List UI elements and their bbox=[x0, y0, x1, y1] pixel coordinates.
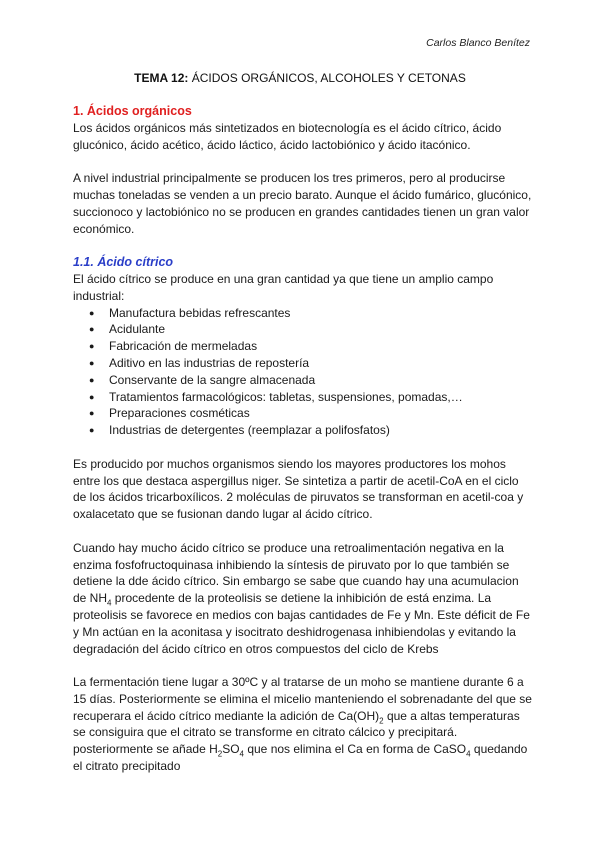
list-item: ● Acidulante bbox=[89, 322, 166, 337]
list-item: ● Aditivo en las industrias de repostería bbox=[89, 355, 310, 370]
section-heading-acidos-organicos: 1. Ácidos orgánicos bbox=[73, 104, 192, 118]
list-item: ● Manufactura bebidas refrescantes bbox=[89, 305, 291, 320]
list-item: ● Industrias de detergentes (reemplazar a polifosfatos) bbox=[89, 423, 390, 438]
list-item: ● Conservante de la sangre almacenada bbox=[89, 372, 316, 387]
subsection-heading-acido-citrico: 1.1. Ácido cítrico bbox=[73, 255, 174, 270]
bullet-icon: ● bbox=[89, 357, 95, 368]
title-text: ÁCIDOS ORGÁNICOS, ALCOHOLES Y CETONAS bbox=[188, 71, 466, 85]
paragraph-nivel-industrial: A nivel industrial principalmente se producen los tres primeros, pero al producirse muchas toneladas se venden a un precio barato. Aunque el ácido fumárico, glucónico, succionoco y lactobiónico no se producen en grandes cantidades tienen un gran valor económico. bbox=[73, 171, 532, 236]
paragraph-producido: Es producido por muchos organismos siendo los mayores productores los mohos entre los que destaca aspergillus niger. Se sintetiza a partir de acetil-CoA en el ciclo de los ácidos tricarboxílicos. 2 moléculas de piruvatos se transforman en acetil-coa y oxalacetato que se fusionan dando lugar al ácido cítrico. bbox=[73, 456, 524, 522]
document-body bbox=[73, 103, 533, 775]
bullet-icon: ● bbox=[89, 408, 95, 419]
bullet-icon: ● bbox=[89, 307, 95, 318]
document-title bbox=[0, 71, 600, 85]
uses-list bbox=[73, 305, 533, 439]
list-item: ● Tratamientos farmacológicos: tabletas, suspensiones, pomadas,… bbox=[89, 389, 463, 404]
bullet-icon: ● bbox=[89, 374, 95, 385]
title-prefix: TEMA 12: bbox=[134, 71, 189, 85]
list-item: ● Fabricación de mermeladas bbox=[89, 339, 258, 354]
paragraph-fermentacion: La fermentación tiene lugar a 30ºC y al tratarse de un moho se mantiene durante 6 a 15 días. Posteriormente se elimina el micelio manteniendo el sobrenadante del que se recuperara el ácido cítrico mediante la adición de $Ca(OH)_2$ que a altas temperaturas se consiguira que el citrato se transforme en citrato cálcico y precipitará. posteriormente se añade $H_2SO_4$ que nos elimina el Ca en forma de CaSO$_4$ quedando el citrato precipitado bbox=[73, 675, 532, 774]
bullet-icon: ● bbox=[89, 341, 95, 352]
list-item: ● Preparaciones cosméticas bbox=[89, 406, 250, 421]
paragraph-acidos-intro: Los ácidos orgánicos más sintetizados en biotecnología es el ácido cítrico, ácido glucónico, ácido acético, ácido láctico, ácido lactobiónico y ácido itacónico. bbox=[73, 120, 502, 152]
paragraph-citrico-intro: El ácido cítrico se produce en una gran cantidad ya que tiene un amplio campo industrial: bbox=[73, 271, 494, 303]
paragraph-retroalimentacion: Cuando hay mucho ácido cítrico se produce una retroalimentación negativa en la enzima fosfofructoquinasa inhibiendo la síntesis de piruvato por lo que también se detiene la dde ácido cítrico. Sin embargo se sabe que cuando hay una acumulacion de $NH_4$ procedente de la proteolisis se detiene la inhibición de está enzima. La proteolisis se favorece en medios con bajas cantidades de Fe y Mn. Este déficit de Fe y Mn actúan en la aconitasa y isocitrato deshidrogenasa inhibiendolas y evitando la degradación del ácido cítrico en otros compuestos del ciclo de Krebs bbox=[73, 540, 530, 656]
bullet-icon: ● bbox=[89, 425, 95, 436]
bullet-icon: ● bbox=[89, 324, 95, 335]
bullet-icon: ● bbox=[89, 391, 95, 402]
author-name: Carlos Blanco Benítez bbox=[426, 37, 530, 49]
